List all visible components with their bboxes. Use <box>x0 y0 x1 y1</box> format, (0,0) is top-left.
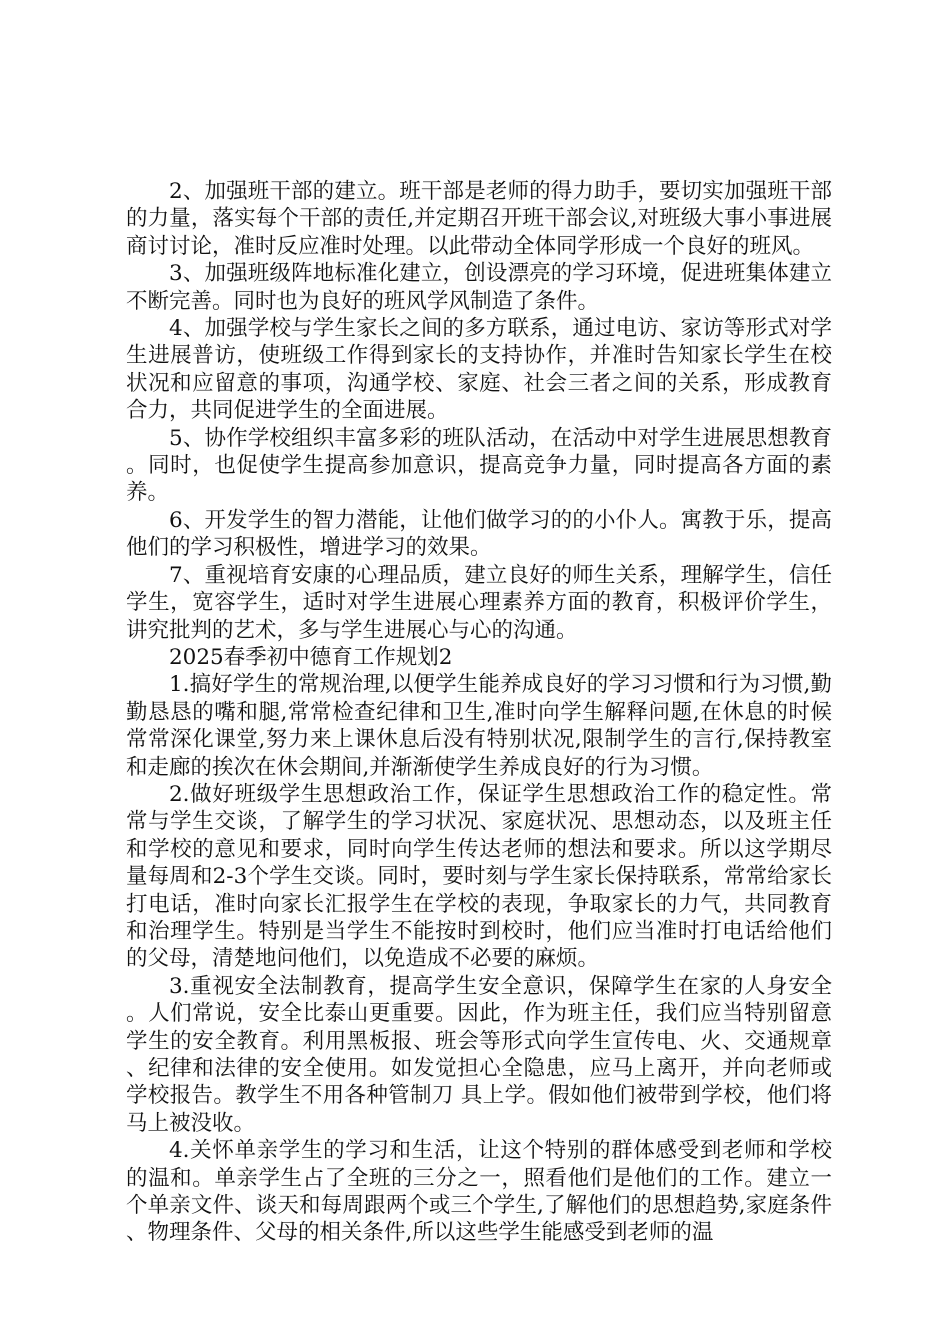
document-body <box>126 178 832 1247</box>
section-paragraph-1: 1.搞好学生的常规治理,以便学生能养成良好的学习习惯和行为习惯,勤勤恳恳的嘴和腿,常常检查纪律和卫生,准时向学生解释问题,在休息的时候常常深化课堂,努力来上课休息后没有特别状况,限制学生的言行,保持教室和走廊的挨次在休会期间,并渐渐使学生养成良好的行为习惯。 <box>126 672 832 780</box>
paragraph-item-3: 3、加强班级阵地标准化建立，创设漂亮的学习环境，促进班集体建立不断完善。同时也为良好的班风学风制造了条件。 <box>126 261 832 314</box>
paragraph-item-5: 5、协作学校组织丰富多彩的班队活动，在活动中对学生进展思想教育。同时，也促使学生提高参加意识，提高竞争力量，同时提高各方面的素养。 <box>126 425 832 506</box>
paragraph-item-4: 4、加强学校与学生家长之间的多方联系，通过电访、家访等形式对学生进展普访，使班级工作得到家长的支持协作，并准时告知家长学生在校状况和应留意的事项，沟通学校、家庭、社会三者之间的关系，形成教育合力，共同促进学生的全面进展。 <box>126 316 832 424</box>
paragraph-item-2: 2、加强班干部的建立。班干部是老师的得力助手，要切实加强班干部的力量，落实每个干部的责任,并定期召开班干部会议,对班级大事小事进展商讨讨论，准时反应准时处理。以此带动全体同学形成一个良好的班风。 <box>126 179 832 259</box>
section-paragraph-3: 3.重视安全法制教育，提高学生安全意识，保障学生在家的人身安全。人们常说，安全比泰山更重要。因此，作为班主任，我们应当特别留意学生的安全教育。利用黑板报、班会等形式向学生宣传电、火、交通规章、纪律和法律的安全使用。如发觉担心全隐患，应马上离开，并向老师或学校报告。教学生不用各种管制刀 具上学。假如他们被带到学校，他们将马上被没收。 <box>126 973 832 1136</box>
section-paragraph-4: 4.关怀单亲学生的学习和生活，让这个特别的群体感受到老师和学校的温和。单亲学生占了全班的三分之一，照看他们是他们的工作。建立一个单亲文件、谈天和每周跟两个或三个学生,了解他们的思想趋势,家庭条件、物理条件、父母的相关条件,所以这些学生能感受到老师的温 <box>126 1138 832 1246</box>
paragraph-item-7: 7、重视培育安康的心理品质，建立良好的师生关系，理解学生，信任学生，宽容学生，适时对学生进展心理素养方面的教育，积极评价学生，讲究批判的艺术，多与学生进展心与心的沟通。 <box>126 562 832 643</box>
section-paragraph-2: 2.做好班级学生思想政治工作，保证学生思想政治工作的稳定性。常常与学生交谈，了解学生的学习状况、家庭状况、思想动态，以及班主任和学校的意见和要求，同时向学生传达老师的想法和要求。所以这学期尽量每周和2-3个学生交谈。同时，要时刻与学生家长保持联系，常常给家长打电话，准时向家长汇报学生在学校的表现，争取家长的力气，共同教育和治理学生。特别是当学生不能按时到校时，他们应当准时打电话给他们的父母，清楚地问他们，以免造成不必要的麻烦。 <box>126 781 832 972</box>
section-title: 2025春季初中德育工作规划2 <box>169 644 453 670</box>
paragraph-item-6: 6、开发学生的智力潜能，让他们做学习的的小仆人。寓教于乐，提高他们的学习积极性，增进学习的效果。 <box>126 507 832 561</box>
